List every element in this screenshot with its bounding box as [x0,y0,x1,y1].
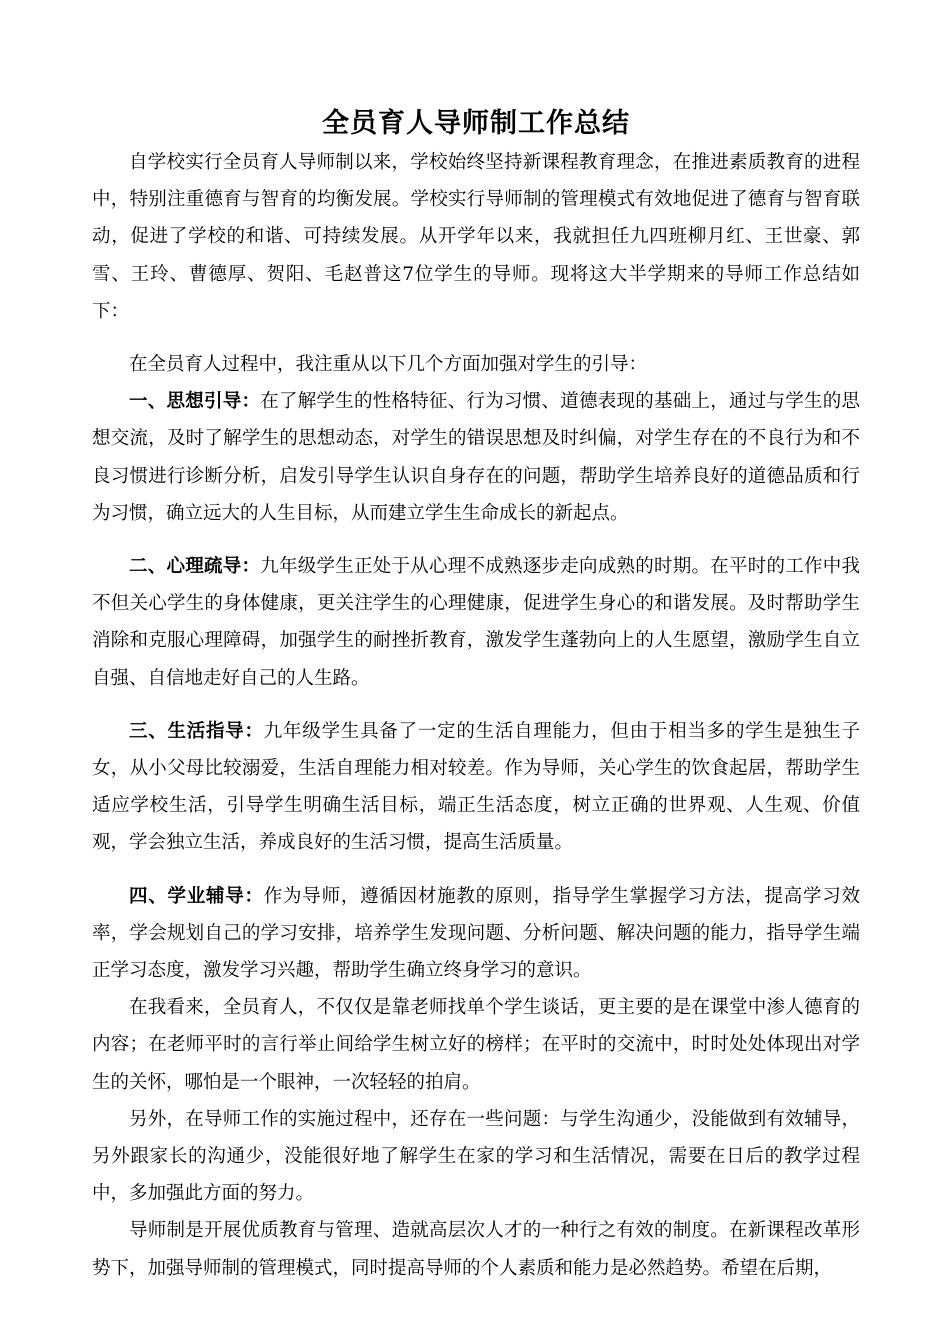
section-heading: 二、心理疏导： [129,556,261,578]
section-academic-guidance [92,878,860,990]
section-body: 九年级学生正处于从心理不成熟逐步走向成熟的时期。在平时的工作中我不但关心学生的身体健康，更关注学生的心理健康，促进学生身心的和谐发展。及时帮助学生消除和克服心理障碍，加强学生的耐挫折教育，激发学生蓬勃向上的人生愿望，激励学生自立自强、自信地走好自己的人生路。 [92,556,860,689]
section-life-guidance [92,713,860,862]
closing-paragraph-1: 在我看来，全员育人，不仅仅是靠老师找单个学生谈话，更主要的是在课堂中渗人德育的内容；在老师平时的言行举止间给学生树立好的榜样；在平时的交流中，时时处处体现出对学生的关怀，哪怕是一个眼神，一次轻轻的拍肩。 [92,997,860,1093]
section-heading: 四、学业辅导： [129,885,264,907]
lead-paragraph: 在全员育人过程中，我注重从以下几个方面加强对学生的引导： [129,354,648,376]
closing-paragraph-2: 另外，在导师工作的实施过程中，还存在一些问题：与学生沟通少，没能做到有效辅导，另外跟家长的沟通少，没能很好地了解学生在家的学习和生活情况，需要在日后的教学过程中，多加强此方面的努力。 [92,1108,860,1205]
section-heading: 三、生活指导： [129,720,264,742]
section-body: 在了解学生的性格特征、行为习惯、道德表现的基础上，通过与学生的思想交流，及时了解学生的思想动态，对学生的错误思想及时纠偏，对学生存在的不良行为和不良习惯进行诊断分析，启发引导学生认识自身存在的问题，帮助学生培养良好的道德品质和行为习惯，确立远大的人生目标，从而建立学生生命成长的新起点。 [92,391,860,524]
document-title: 全员育人导师制工作总结 [322,108,630,139]
section-psychological-guidance [92,548,860,697]
document-page [92,104,860,1287]
section-body: 作为导师，遵循因材施教的原则，指导学生掌握学习方法，提高学习效率，学会规划自己的学习安排，培养学生发现问题、分析问题、解决问题的能力，指导学生端正学习态度，激发学习兴趣，帮助学生确立终身学习的意识。 [92,885,860,982]
section-thought-guidance [92,383,860,532]
closing-paragraph-3: 导师制是开展优质教育与管理、造就高层次人才的一种行之有效的制度。在新课程改革形势下，加强导师制的管理模式，同时提高导师的个人素质和能力是必然趋势。希望在后期， [92,1220,860,1279]
section-heading: 一、思想引导： [129,391,261,413]
section-body: 九年级学生具备了一定的生活自理能力，但由于相当多的学生是独生子女，从小父母比较溺爱，生活自理能力相对较差。作为导师，关心学生的饮食起居，帮助学生适应学校生活，引导学生明确生活目标，端正生活态度，树立正确的世界观、人生观、价值观，学会独立生活，养成良好的生活习惯，提高生活质量。 [92,720,860,854]
intro-paragraph: 自学校实行全员育人导师制以来，学校始终坚持新课程教育理念，在推进素质教育的进程中，特别注重德育与智育的均衡发展。学校实行导师制的管理模式有效地促进了德育与智育联动，促进了学校的和谐、可持续发展。从开学年以来，我就担任九四班柳月红、王世豪、郭雪、王玲、曹德厚、贺阳、毛赵普这7位学生的导师。现将这大半学期来的导师工作总结如下： [92,152,860,322]
